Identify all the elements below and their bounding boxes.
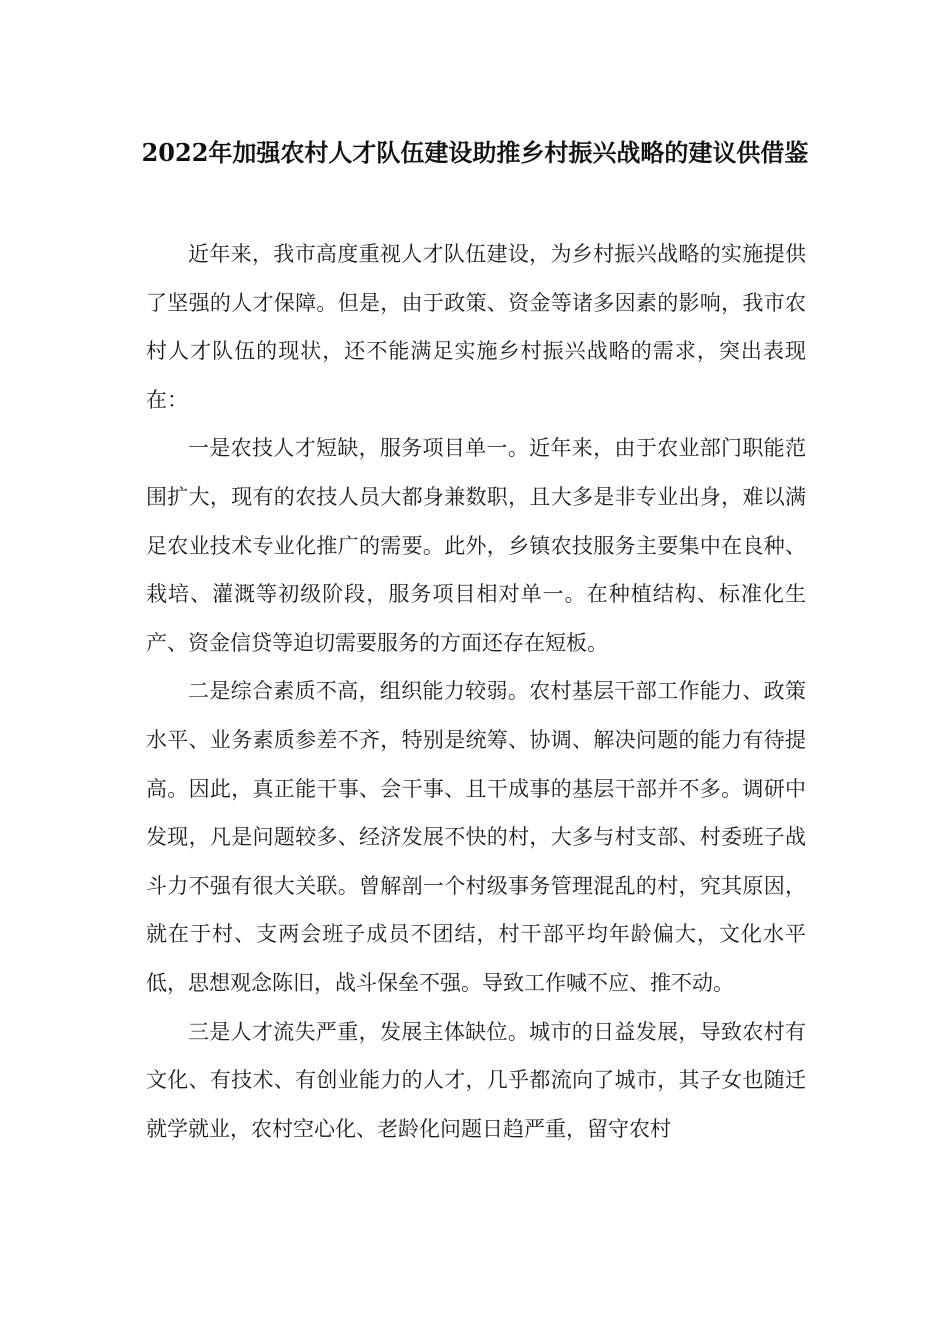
paragraph-point-1: 一是农技人才短缺，服务项目单一。近年来，由于农业部门职能范围扩大，现有的农技人员大都身兼数职，且大多是非专业出身，难以满足农业技术专业化推广的需要。此外，乡镇农技服务主要集中在良种、栽培、灌溉等初级阶段，服务项目相对单一。在种植结构、标准化生产、资金信贷等迫切需要服务的方面还存在短板。 (146, 436, 806, 655)
paragraph-point-3: 三是人才流失严重，发展主体缺位。城市的日益发展，导致农村有文化、有技术、有创业能力的人才，几乎都流向了城市，其子女也随迁就学就业，农村空心化、老龄化问题日趋严重，留守农村 (146, 1019, 806, 1141)
paragraph-point-2: 二是综合素质不高，组织能力较弱。农村基层干部工作能力、政策水平、业务素质参差不齐，特别是统筹、协调、解决问题的能力有待提高。因此，真正能干事、会干事、且干成事的基层干部并不多。调研中发现，凡是问题较多、经济发展不快的村，大多与村支部、村委班子战斗力不强有很大关联。曾解剖一个村级事务管理混乱的村，究其原因，就在于村、支两会班子成员不团结，村干部平均年龄偏大，文化水平低，思想观念陈旧，战斗保垒不强。导致工作喊不应、推不动。 (146, 679, 806, 995)
document-title: 2022年加强农村人才队伍建设助推乡村振兴战略的建议供借鉴 (141, 138, 809, 167)
document-body (146, 230, 806, 1153)
paragraph-intro: 近年来，我市高度重视人才队伍建设，为乡村振兴战略的实施提供了坚强的人才保障。但是，由于政策、资金等诸多因素的影响，我市农村人才队伍的现状，还不能满足实施乡村振兴战略的需求，突出表现在： (146, 242, 806, 412)
